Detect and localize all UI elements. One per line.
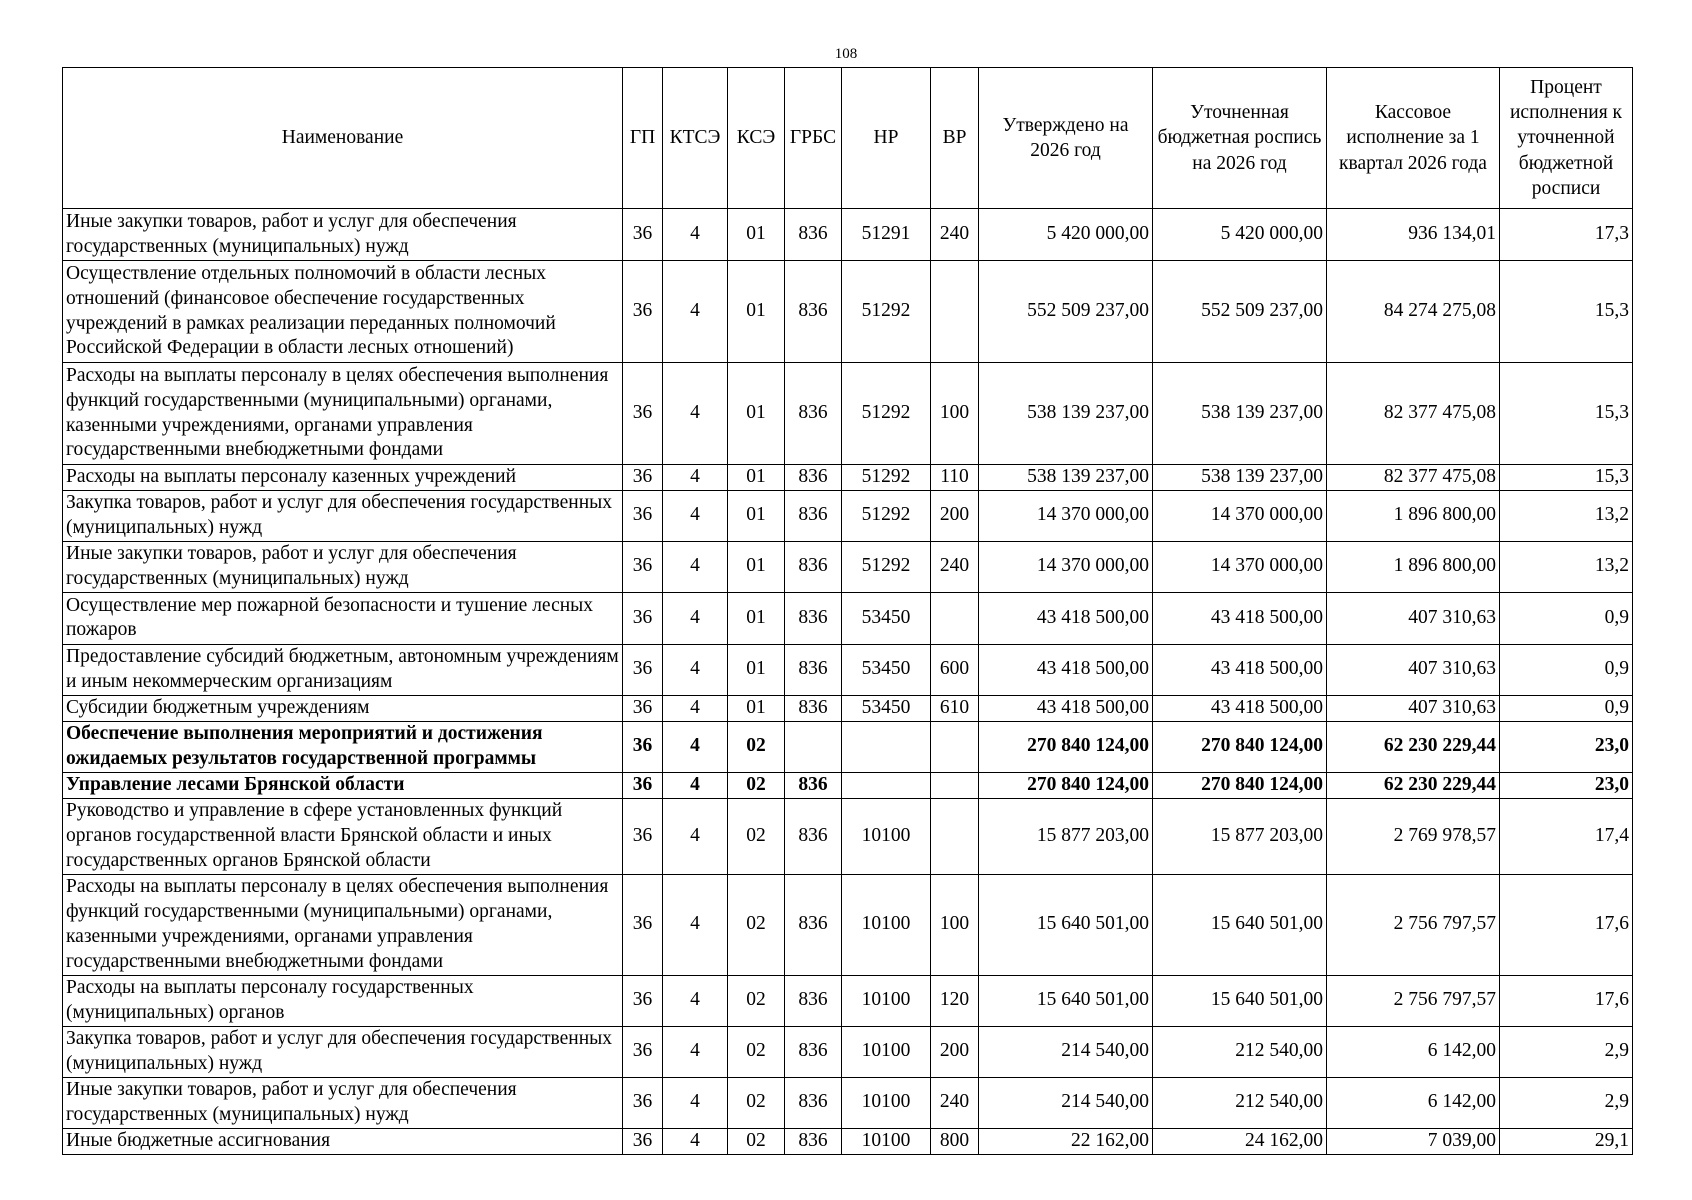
row-name-cell: Закупка товаров, работ и услуг для обеспечения государственных (муниципальных) нужд (63, 1026, 623, 1077)
row-ktse-cell: 4 (663, 874, 728, 975)
row-nr-cell: 51292 (842, 363, 931, 465)
row-refined-cell: 212 540,00 (1153, 1077, 1327, 1128)
row-kse-cell: 02 (728, 1077, 785, 1128)
table-row (63, 1128, 1633, 1154)
row-gp-cell: 36 (623, 363, 663, 465)
row-gp-cell: 36 (623, 798, 663, 874)
row-kse-cell: 02 (728, 874, 785, 975)
row-name-cell: Руководство и управление в сфере установленных функций органов государственной власти Брянской области и иных государственных органов Брянской области (63, 798, 623, 874)
row-grbs-cell: 836 (785, 975, 842, 1026)
row-ktse-cell: 4 (663, 721, 728, 772)
table-row (63, 1026, 1633, 1077)
table-row (63, 975, 1633, 1026)
row-ktse-cell: 4 (663, 592, 728, 644)
row-approved-cell: 22 162,00 (979, 1128, 1153, 1154)
row-name-cell: Закупка товаров, работ и услуг для обеспечения государственных (муниципальных) нужд (63, 490, 623, 541)
row-cash-cell: 2 769 978,57 (1327, 798, 1500, 874)
row-approved-cell: 15 640 501,00 (979, 975, 1153, 1026)
header-name: Наименование (63, 68, 623, 209)
row-refined-cell: 43 418 500,00 (1153, 592, 1327, 644)
row-percent-cell: 0,9 (1500, 644, 1633, 695)
row-cash-cell: 2 756 797,57 (1327, 975, 1500, 1026)
table-row (63, 209, 1633, 261)
header-vr: ВР (931, 68, 979, 209)
row-grbs-cell: 836 (785, 798, 842, 874)
row-grbs-cell: 836 (785, 695, 842, 721)
row-grbs-cell: 836 (785, 541, 842, 592)
row-approved-cell: 538 139 237,00 (979, 363, 1153, 465)
row-percent-cell: 17,3 (1500, 209, 1633, 261)
row-refined-cell: 5 420 000,00 (1153, 209, 1327, 261)
row-ktse-cell: 4 (663, 363, 728, 465)
row-percent-cell: 2,9 (1500, 1026, 1633, 1077)
table-row (63, 261, 1633, 363)
table-row (63, 592, 1633, 644)
row-percent-cell: 13,2 (1500, 490, 1633, 541)
row-refined-cell: 15 640 501,00 (1153, 874, 1327, 975)
row-name-cell: Расходы на выплаты персоналу в целях обеспечения выполнения функций государственными (муниципальными) органами, казенными учреждениями, органами управления государственными внебюджетными фондами (63, 874, 623, 975)
row-grbs-cell: 836 (785, 363, 842, 465)
row-approved-cell: 15 877 203,00 (979, 798, 1153, 874)
row-vr-cell: 240 (931, 209, 979, 261)
row-gp-cell: 36 (623, 592, 663, 644)
row-name-cell: Обеспечение выполнения мероприятий и достижения ожидаемых результатов государственной программы (63, 721, 623, 772)
row-kse-cell: 02 (728, 772, 785, 798)
row-gp-cell: 36 (623, 490, 663, 541)
row-percent-cell: 17,6 (1500, 874, 1633, 975)
row-ktse-cell: 4 (663, 261, 728, 363)
row-name-cell: Управление лесами Брянской области (63, 772, 623, 798)
row-nr-cell: 51291 (842, 209, 931, 261)
row-ktse-cell: 4 (663, 541, 728, 592)
header-nr: НР (842, 68, 931, 209)
row-vr-cell: 240 (931, 541, 979, 592)
row-percent-cell: 0,9 (1500, 695, 1633, 721)
row-kse-cell: 01 (728, 592, 785, 644)
row-gp-cell: 36 (623, 721, 663, 772)
row-cash-cell: 1 896 800,00 (1327, 490, 1500, 541)
row-refined-cell: 43 418 500,00 (1153, 644, 1327, 695)
row-approved-cell: 15 640 501,00 (979, 874, 1153, 975)
row-cash-cell: 82 377 475,08 (1327, 465, 1500, 491)
row-gp-cell: 36 (623, 644, 663, 695)
row-name-cell: Иные закупки товаров, работ и услуг для обеспечения государственных (муниципальных) нужд (63, 209, 623, 261)
table-row (63, 721, 1633, 772)
row-nr-cell: 51292 (842, 541, 931, 592)
table-row (63, 1077, 1633, 1128)
row-ktse-cell: 4 (663, 1128, 728, 1154)
row-gp-cell: 36 (623, 1026, 663, 1077)
row-grbs-cell (785, 721, 842, 772)
row-vr-cell (931, 721, 979, 772)
row-cash-cell: 7 039,00 (1327, 1128, 1500, 1154)
row-ktse-cell: 4 (663, 772, 728, 798)
row-grbs-cell: 836 (785, 592, 842, 644)
row-percent-cell: 15,3 (1500, 363, 1633, 465)
row-approved-cell: 270 840 124,00 (979, 721, 1153, 772)
row-approved-cell: 43 418 500,00 (979, 695, 1153, 721)
row-nr-cell: 10100 (842, 1026, 931, 1077)
row-cash-cell: 2 756 797,57 (1327, 874, 1500, 975)
row-nr-cell (842, 772, 931, 798)
row-kse-cell: 01 (728, 209, 785, 261)
row-refined-cell: 552 509 237,00 (1153, 261, 1327, 363)
row-kse-cell: 02 (728, 975, 785, 1026)
row-grbs-cell: 836 (785, 1077, 842, 1128)
row-name-cell: Иные бюджетные ассигнования (63, 1128, 623, 1154)
row-vr-cell: 120 (931, 975, 979, 1026)
row-grbs-cell: 836 (785, 1128, 842, 1154)
row-percent-cell: 23,0 (1500, 772, 1633, 798)
row-cash-cell: 936 134,01 (1327, 209, 1500, 261)
row-refined-cell: 270 840 124,00 (1153, 772, 1327, 798)
row-nr-cell: 53450 (842, 592, 931, 644)
row-gp-cell: 36 (623, 695, 663, 721)
row-gp-cell: 36 (623, 772, 663, 798)
row-nr-cell: 10100 (842, 1128, 931, 1154)
row-cash-cell: 6 142,00 (1327, 1026, 1500, 1077)
table-row (63, 772, 1633, 798)
row-refined-cell: 15 640 501,00 (1153, 975, 1327, 1026)
table-row (63, 465, 1633, 491)
table-row (63, 695, 1633, 721)
row-percent-cell: 2,9 (1500, 1077, 1633, 1128)
row-approved-cell: 14 370 000,00 (979, 490, 1153, 541)
row-ktse-cell: 4 (663, 490, 728, 541)
row-vr-cell: 800 (931, 1128, 979, 1154)
row-name-cell: Расходы на выплаты персоналу казенных учреждений (63, 465, 623, 491)
row-nr-cell: 53450 (842, 695, 931, 721)
row-vr-cell: 110 (931, 465, 979, 491)
row-approved-cell: 14 370 000,00 (979, 541, 1153, 592)
row-nr-cell: 10100 (842, 1077, 931, 1128)
row-kse-cell: 01 (728, 465, 785, 491)
row-cash-cell: 407 310,63 (1327, 644, 1500, 695)
row-gp-cell: 36 (623, 1128, 663, 1154)
row-gp-cell: 36 (623, 874, 663, 975)
table-row (63, 874, 1633, 975)
header-kse: КСЭ (728, 68, 785, 209)
row-gp-cell: 36 (623, 1077, 663, 1128)
table-row (63, 541, 1633, 592)
row-grbs-cell: 836 (785, 209, 842, 261)
header-grbs: ГРБС (785, 68, 842, 209)
row-cash-cell: 84 274 275,08 (1327, 261, 1500, 363)
row-grbs-cell: 836 (785, 644, 842, 695)
row-cash-cell: 62 230 229,44 (1327, 772, 1500, 798)
row-gp-cell: 36 (623, 465, 663, 491)
row-vr-cell: 610 (931, 695, 979, 721)
row-refined-cell: 538 139 237,00 (1153, 363, 1327, 465)
row-nr-cell: 53450 (842, 644, 931, 695)
row-refined-cell: 538 139 237,00 (1153, 465, 1327, 491)
row-nr-cell: 51292 (842, 261, 931, 363)
row-grbs-cell: 836 (785, 1026, 842, 1077)
row-cash-cell: 407 310,63 (1327, 695, 1500, 721)
row-kse-cell: 01 (728, 644, 785, 695)
row-percent-cell: 23,0 (1500, 721, 1633, 772)
row-percent-cell: 29,1 (1500, 1128, 1633, 1154)
table-row (63, 363, 1633, 465)
row-vr-cell: 100 (931, 363, 979, 465)
row-gp-cell: 36 (623, 261, 663, 363)
row-cash-cell: 6 142,00 (1327, 1077, 1500, 1128)
row-kse-cell: 02 (728, 721, 785, 772)
row-nr-cell: 51292 (842, 465, 931, 491)
row-vr-cell: 100 (931, 874, 979, 975)
row-approved-cell: 5 420 000,00 (979, 209, 1153, 261)
row-kse-cell: 01 (728, 541, 785, 592)
row-grbs-cell: 836 (785, 465, 842, 491)
row-nr-cell: 51292 (842, 490, 931, 541)
table-row (63, 798, 1633, 874)
row-approved-cell: 538 139 237,00 (979, 465, 1153, 491)
row-kse-cell: 01 (728, 363, 785, 465)
table-body (63, 209, 1633, 1155)
row-vr-cell (931, 772, 979, 798)
row-vr-cell (931, 798, 979, 874)
row-vr-cell (931, 261, 979, 363)
row-refined-cell: 14 370 000,00 (1153, 541, 1327, 592)
row-refined-cell: 14 370 000,00 (1153, 490, 1327, 541)
row-name-cell: Иные закупки товаров, работ и услуг для обеспечения государственных (муниципальных) нужд (63, 541, 623, 592)
row-refined-cell: 24 162,00 (1153, 1128, 1327, 1154)
row-kse-cell: 01 (728, 490, 785, 541)
row-refined-cell: 270 840 124,00 (1153, 721, 1327, 772)
row-kse-cell: 01 (728, 261, 785, 363)
row-nr-cell: 10100 (842, 874, 931, 975)
row-name-cell: Расходы на выплаты персоналу государственных (муниципальных) органов (63, 975, 623, 1026)
row-approved-cell: 270 840 124,00 (979, 772, 1153, 798)
row-vr-cell: 240 (931, 1077, 979, 1128)
row-grbs-cell: 836 (785, 874, 842, 975)
table-row (63, 490, 1633, 541)
row-approved-cell: 43 418 500,00 (979, 644, 1153, 695)
row-name-cell: Осуществление отдельных полномочий в области лесных отношений (финансовое обеспечение государственных учреждений в рамках реализации переданных полномочий Российской Федерации в области лесных отношений) (63, 261, 623, 363)
budget-table (62, 67, 1633, 1155)
row-kse-cell: 01 (728, 695, 785, 721)
row-ktse-cell: 4 (663, 975, 728, 1026)
row-kse-cell: 02 (728, 798, 785, 874)
row-approved-cell: 552 509 237,00 (979, 261, 1153, 363)
row-percent-cell: 15,3 (1500, 261, 1633, 363)
row-gp-cell: 36 (623, 975, 663, 1026)
header-ktse: КТСЭ (663, 68, 728, 209)
row-name-cell: Осуществление мер пожарной безопасности и тушение лесных пожаров (63, 592, 623, 644)
table-row (63, 644, 1633, 695)
row-grbs-cell: 836 (785, 261, 842, 363)
row-gp-cell: 36 (623, 209, 663, 261)
row-nr-cell: 10100 (842, 975, 931, 1026)
row-percent-cell: 17,6 (1500, 975, 1633, 1026)
page-number: 108 (834, 46, 858, 62)
row-ktse-cell: 4 (663, 1077, 728, 1128)
header-percent: Процент исполнения к уточненной бюджетной росписи (1500, 68, 1633, 209)
row-percent-cell: 15,3 (1500, 465, 1633, 491)
row-refined-cell: 212 540,00 (1153, 1026, 1327, 1077)
row-gp-cell: 36 (623, 541, 663, 592)
row-vr-cell: 200 (931, 1026, 979, 1077)
row-grbs-cell: 836 (785, 772, 842, 798)
row-vr-cell: 200 (931, 490, 979, 541)
row-vr-cell: 600 (931, 644, 979, 695)
row-ktse-cell: 4 (663, 465, 728, 491)
row-kse-cell: 02 (728, 1128, 785, 1154)
row-cash-cell: 407 310,63 (1327, 592, 1500, 644)
row-ktse-cell: 4 (663, 695, 728, 721)
row-name-cell: Расходы на выплаты персоналу в целях обеспечения выполнения функций государственными (муниципальными) органами, казенными учреждениями, органами управления государственными внебюджетными фондами (63, 363, 623, 465)
row-approved-cell: 214 540,00 (979, 1077, 1153, 1128)
row-percent-cell: 0,9 (1500, 592, 1633, 644)
row-percent-cell: 17,4 (1500, 798, 1633, 874)
header-refined: Уточненная бюджетная роспись на 2026 год (1153, 68, 1327, 209)
row-approved-cell: 43 418 500,00 (979, 592, 1153, 644)
row-ktse-cell: 4 (663, 644, 728, 695)
row-grbs-cell: 836 (785, 490, 842, 541)
row-approved-cell: 214 540,00 (979, 1026, 1153, 1077)
row-name-cell: Субсидии бюджетным учреждениям (63, 695, 623, 721)
row-name-cell: Предоставление субсидий бюджетным, автономным учреждениям и иным некоммерческим организациям (63, 644, 623, 695)
row-ktse-cell: 4 (663, 1026, 728, 1077)
row-refined-cell: 15 877 203,00 (1153, 798, 1327, 874)
row-cash-cell: 82 377 475,08 (1327, 363, 1500, 465)
header-gp: ГП (623, 68, 663, 209)
row-ktse-cell: 4 (663, 209, 728, 261)
row-nr-cell: 10100 (842, 798, 931, 874)
header-approved: Утверждено на 2026 год (979, 68, 1153, 209)
row-vr-cell (931, 592, 979, 644)
row-percent-cell: 13,2 (1500, 541, 1633, 592)
row-nr-cell (842, 721, 931, 772)
row-name-cell: Иные закупки товаров, работ и услуг для обеспечения государственных (муниципальных) нужд (63, 1077, 623, 1128)
row-ktse-cell: 4 (663, 798, 728, 874)
header-cash: Кассовое исполнение за 1 квартал 2026 года (1327, 68, 1500, 209)
row-refined-cell: 43 418 500,00 (1153, 695, 1327, 721)
row-kse-cell: 02 (728, 1026, 785, 1077)
row-cash-cell: 1 896 800,00 (1327, 541, 1500, 592)
table-header-row (63, 68, 1633, 209)
row-cash-cell: 62 230 229,44 (1327, 721, 1500, 772)
